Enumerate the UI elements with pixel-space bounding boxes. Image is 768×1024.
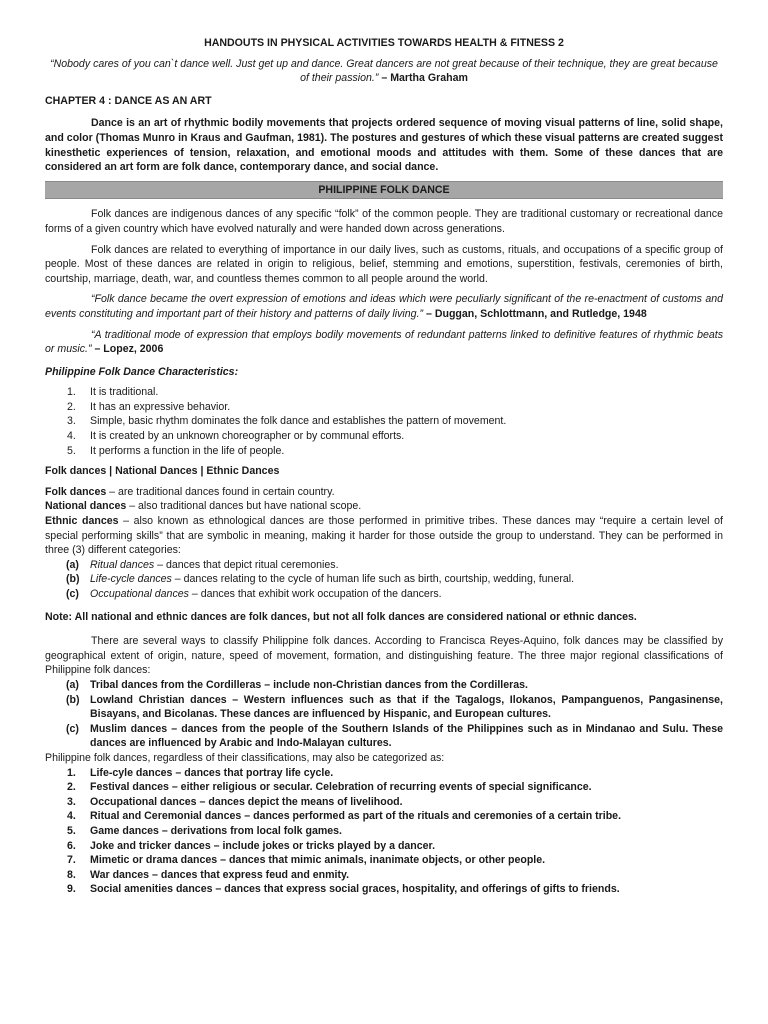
folk-dance-definition-paragraph: Folk dances are indigenous dances of any specific “folk” of the common people. They are traditional customary or recreational dance forms of a given country which have evolved naturally and were handed down across generations.	[45, 208, 723, 235]
dance-types-heading: Folk dances | National Dances | Ethnic Dances	[45, 465, 280, 478]
definition-national: National dances – also traditional dances but have national scope.	[45, 500, 362, 513]
quote-duggan	[45, 292, 723, 321]
list-item: 1. Life-cyle dances – dances that portray life cycle.	[67, 766, 334, 779]
list-item: 7. Mimetic or drama dances – dances that mimic animals, inanimate objects, or other people.	[67, 854, 546, 867]
list-item: 2. Festival dances – either religious or secular. Celebration of recurring events of special significance.	[67, 781, 592, 794]
list-item: (c) Occupational dances – dances that exhibit work occupation of the dancers.	[66, 588, 442, 600]
quote-text: “Folk dance became the overt expression of emotions and ideas which were peculiarly significant of the re-enactment of customs and events constituting and important part of their history and patterns of daily living.”	[45, 293, 723, 320]
epigraph-text: “Nobody cares of you can`t dance well. Just get up and dance. Great dancers are not great because of their technique, they are great because of their passion.”	[50, 57, 718, 85]
document-page	[45, 36, 723, 897]
note-paragraph: Note: All national and ethnic dances are folk dances, but not all folk dances are considered national or ethnic dances.	[45, 610, 637, 623]
list-item: 3. Simple, basic rhythm dominates the folk dance and establishes the pattern of movement.	[67, 415, 507, 428]
epigraph-quote	[45, 57, 723, 86]
list-item: 6. Joke and tricker dances – include jokes or tricks played by a dancer.	[67, 839, 436, 852]
epigraph-attribution: – Martha Graham	[381, 72, 468, 85]
list-item: 5. Game dances – derivations from local folk games.	[67, 824, 342, 837]
ethnic-categories-list	[45, 558, 723, 602]
list-item: (b) Lowland Christian dances – Western influences such as that if the Tagalogs, Ilokanos, Pampanguenos, Pangasinense, Bisayans, and Bicolanas. These dances are influenced by Hispanic, and European cultures.	[66, 693, 723, 721]
list-item: 4. Ritual and Ceremonial dances – dances performed as part of the rituals and ceremonies of a certain tribe.	[67, 810, 622, 823]
list-item: (c) Muslim dances – dances from the people of the Southern Islands of the Philippines such as in Mindanao and Sulu. These dances are influenced by Arabic and Indo-Malayan cultures.	[66, 722, 723, 750]
definition-ethnic: Ethnic dances – also known as ethnological dances are those performed in primitive tribes. These dances may “require a certain level of special performing skills” that are symbolic in meaning, making it harder for those outside the group to understand. They can be performed in three (3) different categories:	[45, 515, 723, 557]
folk-dance-importance-paragraph: Folk dances are related to everything of importance in our daily lives, such as customs, rituals, and occupations of a specific group of people. Most of these dances are related in origin to religious, belief, stemming and emotions, superstition, festivals, ceremonies of birth, courtship, marriage, death, war, and countless themes common to all people around the world.	[45, 243, 723, 285]
quote-text: “A traditional mode of expression that employs bodily movements of redundant patterns linked to definitive features of rhythmic beats or music.”	[45, 328, 723, 356]
chapter-heading: CHAPTER 4 : DANCE AS AN ART	[45, 94, 212, 107]
list-item: 8. War dances – dances that express feud and enmity.	[67, 868, 350, 881]
list-item: 2. It has an expressive behavior.	[67, 400, 231, 413]
characteristics-heading: Philippine Folk Dance Characteristics:	[45, 365, 239, 378]
document-title: HANDOUTS IN PHYSICAL ACTIVITIES TOWARDS HEALTH & FITNESS 2	[204, 37, 564, 49]
intro-paragraph: Dance is an art of rhythmic bodily movements that projects ordered sequence of moving visual patterns of line, solid shape, and color (Thomas Munro in Kraus and Gaufman, 1981). The postures and gestures of which these visual patterns are created suggest kinesthetic experiences of tension, relaxation, and emotional moods and attitudes with them. Some of these dances that are considered an art form are folk dance, contemporary dance, and social dance.	[45, 117, 723, 174]
quote-attribution: – Lopez, 2006	[94, 343, 164, 356]
list-item: 9. Social amenities dances – dances that express social graces, hospitality, and offerings of gifts to friends.	[67, 883, 620, 896]
list-item: (a) Tribal dances from the Cordilleras – include non-Christian dances from the Cordilleras.	[66, 678, 528, 691]
definition-folk: Folk dances – are traditional dances found in certain country.	[45, 485, 335, 498]
list-item: 1. It is traditional.	[67, 386, 159, 399]
section-heading-bar: PHILIPPINE FOLK DANCE	[45, 181, 723, 200]
categorized-intro: Philippine folk dances, regardless of their classifications, may also be categorized as:	[45, 751, 445, 764]
list-item: 5. It performs a function in the life of people.	[67, 444, 285, 457]
classification-paragraph: There are several ways to classify Philippine folk dances. According to Francisca Reyes-Aquino, folk dances may be classified by geographical extent of origin, nature, speed of movement, formation, and distinguishing feature. The three major regional classifications of Philippine folk dances:	[45, 635, 723, 677]
regional-classifications-list	[45, 678, 723, 751]
quote-attribution: – Duggan, Schlottmann, and Rutledge, 1948	[426, 307, 647, 320]
list-item: (b) Life-cycle dances – dances relating to the cycle of human life such as birth, courtship, wedding, funeral.	[66, 573, 575, 586]
quote-lopez	[45, 328, 723, 357]
list-item: 4. It is created by an unknown choreographer or by communal efforts.	[67, 430, 405, 443]
characteristics-list	[45, 385, 723, 458]
list-item: 3. Occupational dances – dances depict the means of livelihood.	[67, 795, 403, 808]
list-item: (a) Ritual dances – dances that depict ritual ceremonies.	[66, 558, 339, 571]
dance-categories-list	[45, 766, 723, 897]
